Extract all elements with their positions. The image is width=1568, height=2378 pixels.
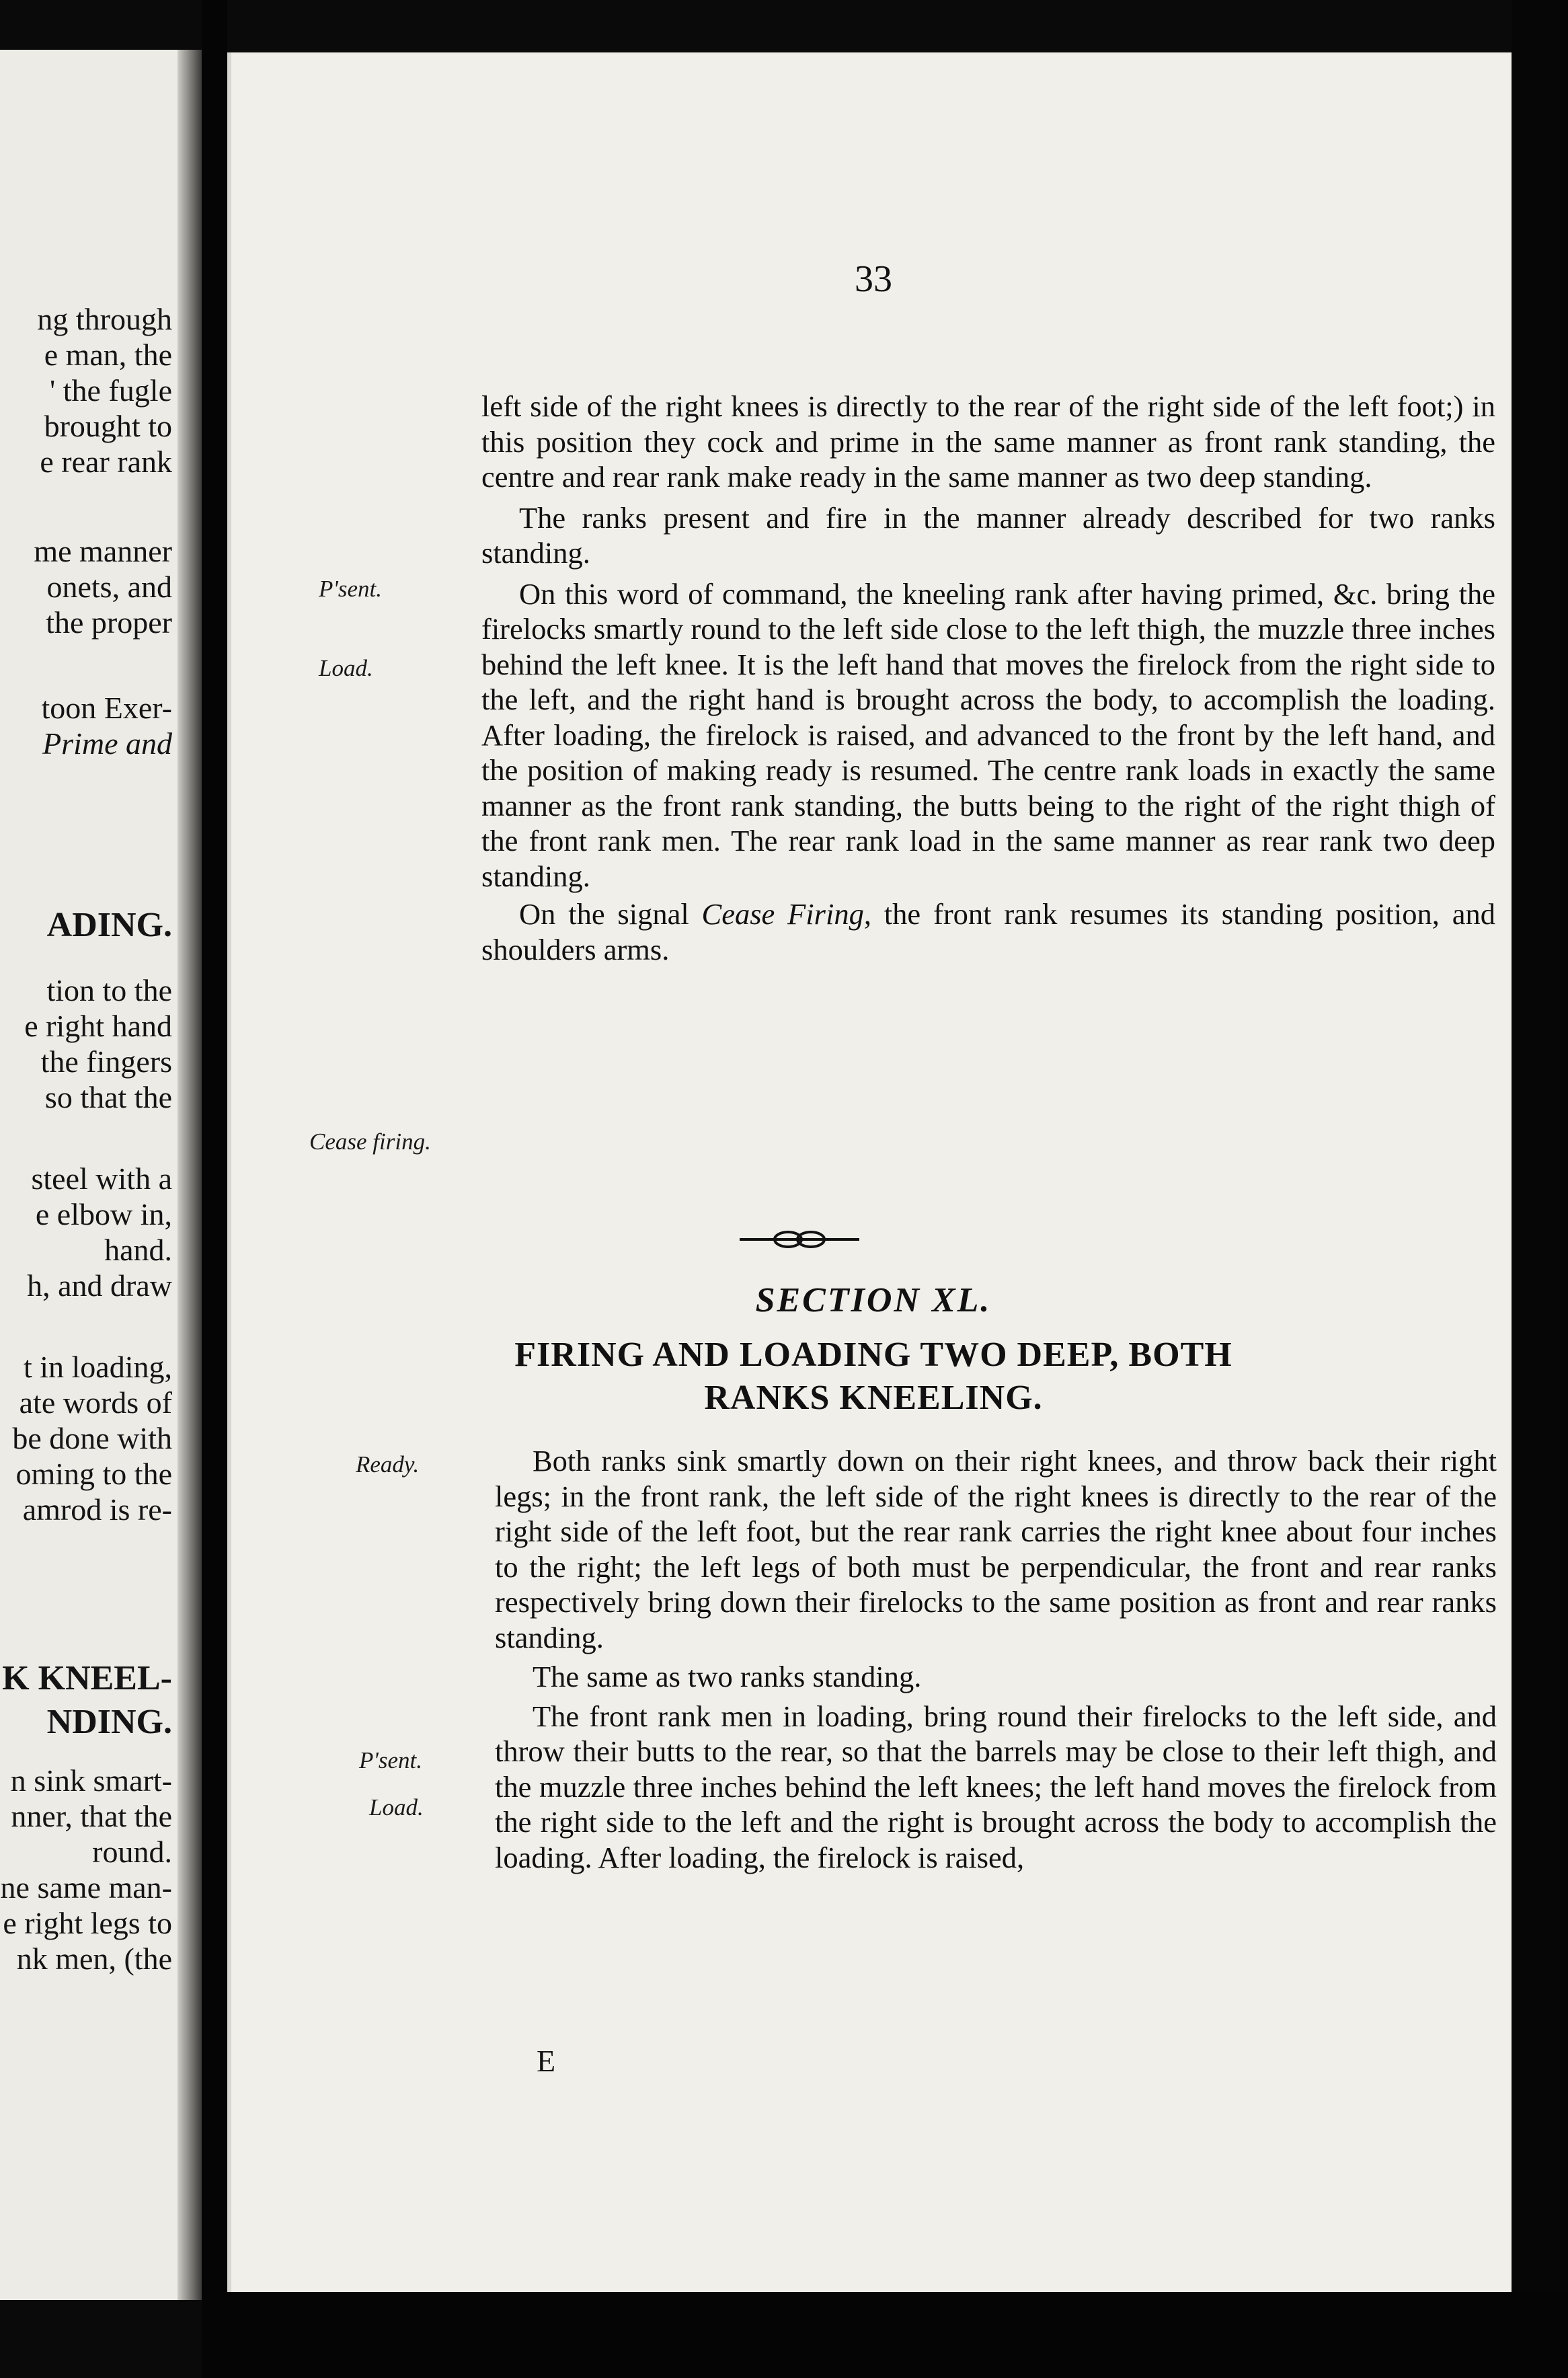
left-page-line: e right legs to [3, 1906, 172, 1940]
left-page-line: hand. [104, 1233, 172, 1267]
text-block-2 [495, 1443, 1497, 1875]
left-page-line: ADING. [46, 906, 172, 944]
left-page-line: h, and draw [27, 1268, 172, 1303]
cease-text-pre: On the signal [519, 897, 702, 931]
paragraph-load: On this word of command, the kneeling rank after having primed, &c. bring the firelocks smartly round to the left side close to the left thigh, the muzzle three inches behind the left knee. It is the left hand that moves the firelock from the right side to the left, and the right hand is brought across the body, to accomplish the loading. After loading, the firelock is raised, and advanced to the front by the left hand, and the position of making ready is resumed. The centre rank loads in exactly the same manner as the front rank standing, the butts being to the right of the right thigh of the front rank men. The rear rank load in the same manner as rear rank two deep standing. [481, 576, 1495, 893]
left-page-line: K KNEEL- [2, 1659, 172, 1697]
left-page-line: so that the [44, 1080, 172, 1114]
left-page-line: t in loading, [23, 1350, 172, 1384]
margin-note-load-2: Load. [369, 1794, 424, 1820]
paragraph-ready: Both ranks sink smartly down on their right knees, and throw back their right legs; in the front rank, the left side of the right knees is directly to the rear of the right side of the left foot, but the rear rank carries the right knee about four inches to the right; the left legs of both must be perpendicular, the front and rear ranks respectively bring down their firelocks to the same position as front and rear ranks standing. [495, 1444, 1497, 1654]
left-page-line: nk men, (the [16, 1942, 172, 1976]
left-page-line: e rear rank [40, 445, 172, 479]
left-page-line: round. [92, 1835, 172, 1869]
left-page-line: steel with a [31, 1161, 172, 1196]
left-page-line: toon Exer- [41, 691, 172, 725]
right-page [227, 52, 1516, 2292]
left-page-line: the fingers [40, 1044, 172, 1079]
left-page-line: brought to [44, 409, 172, 443]
page-number: 33 [855, 258, 892, 300]
paragraph-present-2: The same as two ranks standing. [533, 1660, 922, 1693]
book-gutter [202, 0, 227, 2378]
ornamental-divider [736, 1226, 863, 1253]
left-page-line: ate words of [19, 1385, 172, 1420]
left-page-line: e man, the [44, 338, 172, 372]
left-page-line: me manner [34, 534, 172, 568]
left-page-line: e right hand [24, 1009, 172, 1043]
signature-mark: E [537, 2044, 556, 2078]
paragraph-continuation: left side of the right knees is directly to the rear of the right side of the left foot;) in this position they cock and prime in the same manner as front rank standing, the centre and rear rank make ready in the same manner as two deep standing. [481, 389, 1495, 494]
margin-note-cease-firing: Cease firing. [309, 1128, 431, 1155]
cease-text-post: , the front rank resumes its standing position, and shoulders arms. [481, 897, 1495, 966]
bottom-dark-margin [202, 2292, 1568, 2378]
margin-note-present: P'sent. [319, 576, 382, 602]
left-page-line: e elbow in, [35, 1197, 172, 1231]
left-page-line: NDING. [46, 1703, 172, 1741]
margin-note-ready: Ready. [356, 1451, 420, 1478]
paragraph-load-2: The front rank men in loading, bring round their firelocks to the left side, and throw their butts to the rear, so that the barrels may be close to their left thigh, and the muzzle three inches behind the left knees; the left hand moves the firelock from the right side to the left and the right is brought across the body to accomplish the loading. After loading, the firelock is raised, [495, 1699, 1497, 1874]
section-heading-line-1: FIRING AND LOADING TWO DEEP, BOTH [514, 1336, 1232, 1374]
left-page-line: Prime and [42, 726, 172, 761]
margin-note-load: Load. [319, 655, 373, 681]
left-page-line: ne same man- [0, 1870, 172, 1905]
section-heading [352, 1334, 1395, 1420]
right-dark-margin [1512, 0, 1568, 2378]
section-heading-line-2: RANKS KNEELING. [704, 1379, 1043, 1417]
text-block-1 [481, 389, 1495, 967]
left-page-line: the proper [46, 605, 172, 640]
left-page-line: amrod is re- [22, 1492, 172, 1527]
paragraph-cease-firing [481, 896, 1495, 967]
section-title: SECTION XL. [755, 1281, 992, 1319]
margin-note-present-2: P'sent. [359, 1747, 422, 1773]
left-page-line: n sink smart- [10, 1763, 172, 1798]
left-page-line: ' the fugle [49, 373, 172, 408]
left-page-line: be done with [12, 1421, 172, 1455]
left-page-line: ng through [37, 302, 172, 336]
left-page-line: oming to the [15, 1457, 172, 1491]
left-page-line: onets, and [46, 570, 172, 604]
left-page-line: nner, that the [11, 1799, 172, 1833]
cease-text-emphasis: Cease Firing [701, 897, 864, 931]
paragraph-present: The ranks present and fire in the manner already described for two ranks standing. [481, 500, 1495, 570]
left-page-edge-shadow [178, 50, 202, 2300]
left-facing-page [0, 50, 202, 2300]
left-page-line: tion to the [46, 973, 172, 1007]
